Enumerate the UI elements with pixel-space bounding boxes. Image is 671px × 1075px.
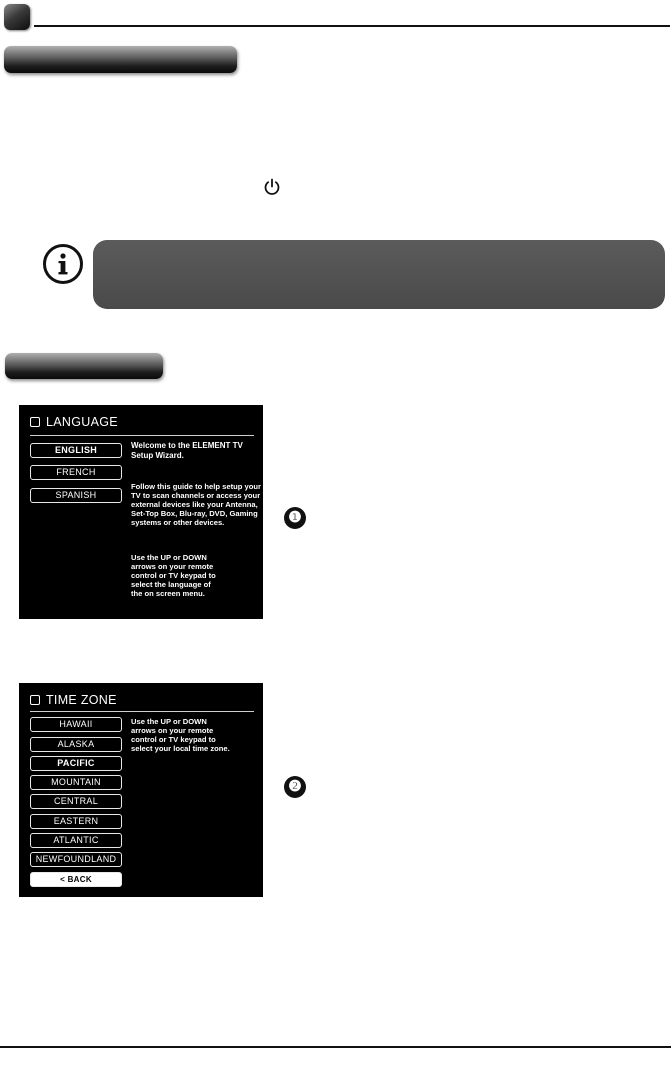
language-title-text: LANGUAGE	[46, 415, 118, 429]
language-instructions: Use the UP or DOWN arrows on your remote control or TV keypad to select the language of the on screen menu.	[131, 553, 216, 598]
checkbox-icon	[30, 695, 40, 705]
language-option-spanish[interactable]: SPANISH	[30, 488, 122, 503]
time-zone-instructions: Use the UP or DOWN arrows on your remote control or TV keypad to select your local time zone.	[131, 717, 230, 753]
language-option-french[interactable]: FRENCH	[30, 465, 122, 480]
tz-option-hawaii[interactable]: HAWAII	[30, 717, 122, 732]
power-icon	[262, 177, 282, 197]
step-2-badge: ❷	[284, 776, 306, 798]
back-button[interactable]: < BACK	[30, 872, 122, 887]
corner-square-marker	[4, 4, 30, 30]
tz-option-atlantic[interactable]: ATLANTIC	[30, 833, 122, 848]
checkbox-icon	[30, 417, 40, 427]
note-bar	[93, 240, 665, 309]
tz-option-eastern[interactable]: EASTERN	[30, 814, 122, 829]
tz-option-pacific[interactable]: PACIFIC	[30, 756, 122, 771]
section-pill-2	[5, 353, 163, 379]
info-icon	[42, 243, 84, 285]
screen-divider	[30, 435, 254, 436]
step-1-badge: ❶	[284, 507, 306, 529]
tz-option-alaska[interactable]: ALASKA	[30, 737, 122, 752]
time-zone-title	[30, 692, 117, 708]
tz-option-newfoundland[interactable]: NEWFOUNDLAND	[30, 852, 122, 867]
tz-option-mountain[interactable]: MOUNTAIN	[30, 775, 122, 790]
section-pill-1	[4, 46, 237, 73]
tz-option-central[interactable]: CENTRAL	[30, 794, 122, 809]
header-rule	[34, 25, 670, 27]
language-option-english[interactable]: ENGLISH	[30, 443, 122, 458]
guide-text: Follow this guide to help setup your TV to scan channels or access your external devices like your Antenna, Set-Top Box, Blu-ray, DVD, Gaming systems or other devices.	[131, 482, 261, 527]
screen-divider	[30, 711, 254, 712]
language-screen	[19, 405, 263, 619]
welcome-text: Welcome to the ELEMENT TV Setup Wizard.	[131, 441, 243, 460]
time-zone-title-text: TIME ZONE	[46, 693, 117, 707]
time-zone-screen	[19, 683, 263, 897]
footer-rule	[0, 1046, 671, 1048]
language-title	[30, 414, 118, 430]
